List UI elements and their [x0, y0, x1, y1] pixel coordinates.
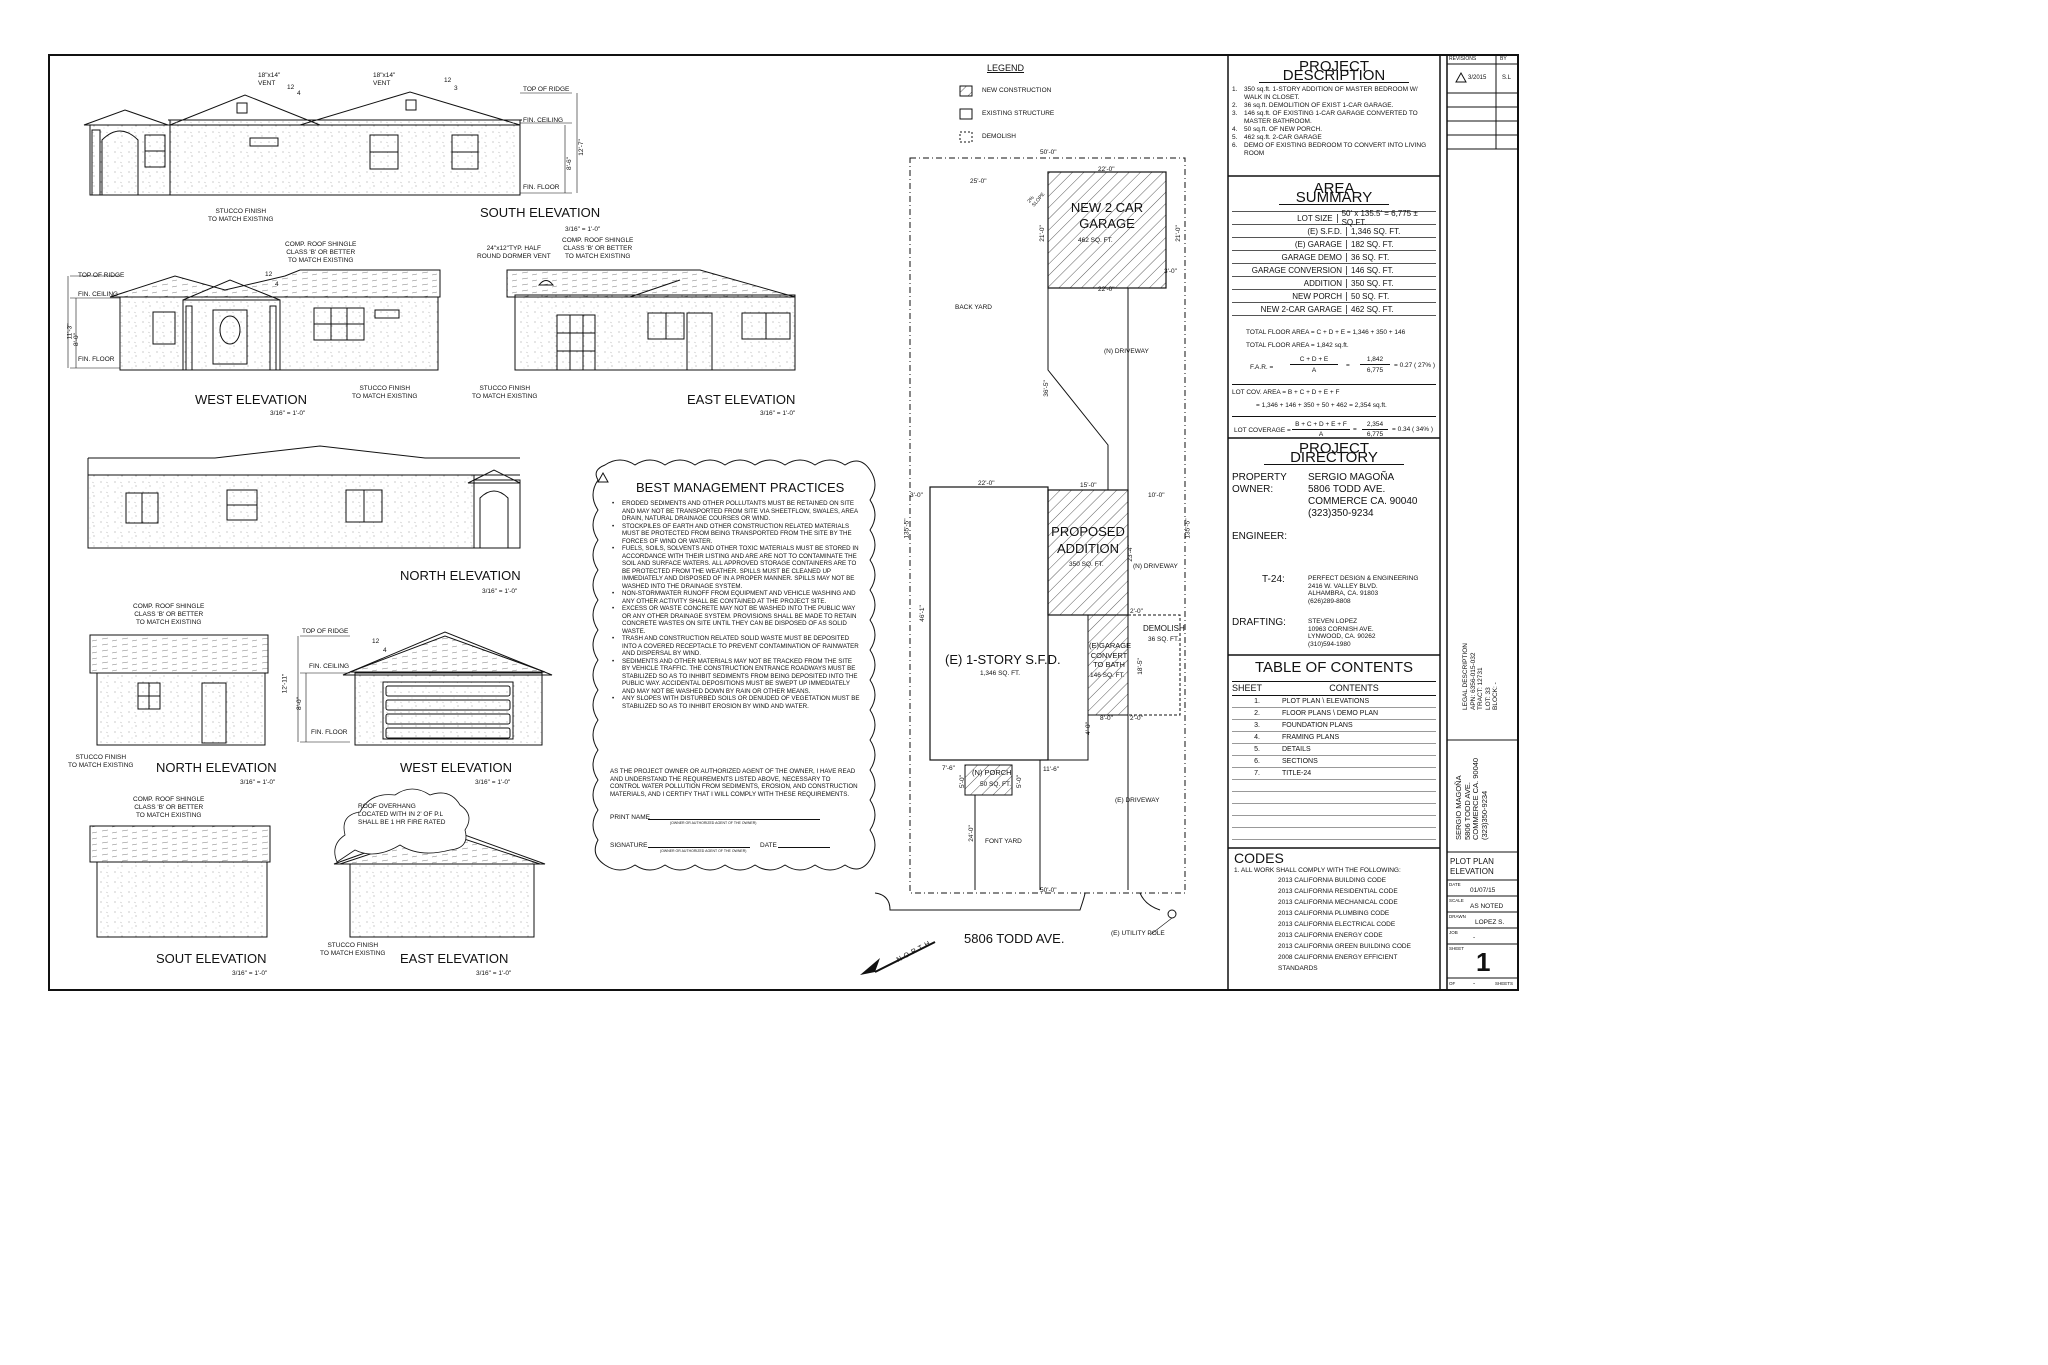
tb-of-label: OF [1449, 981, 1456, 986]
code-item: 2013 CALIFORNIA GREEN BUILDING CODE [1278, 943, 1411, 950]
bmp-date-line[interactable] [778, 847, 830, 848]
owner-label: PROPERTY OWNER: [1232, 472, 1287, 495]
plot-back-yard: BACK YARD [955, 304, 992, 311]
west-top-ridge: TOP OF RIDGE [78, 272, 125, 279]
toc-sheet-number: 4. [1254, 734, 1260, 741]
south-h2: 12'-7" [577, 139, 585, 156]
bmp-bullet: • [612, 590, 615, 597]
north-elevation-title: NORTH ELEVATION [400, 568, 521, 583]
tb-of: - [1473, 980, 1476, 987]
bmp-print-name-label: PRINT NAME [610, 814, 650, 821]
dim-24: 24'-0" [967, 825, 975, 842]
tb-job: - [1473, 934, 1476, 941]
code-item: 2013 CALIFORNIA ELECTRICAL CODE [1278, 921, 1396, 928]
codes-intro: 1. ALL WORK SHALL COMPLY WITH THE FOLLOWING: [1234, 867, 1401, 874]
tb-sheet-label: SHEET [1449, 946, 1465, 951]
area-value: 462 SQ. FT. [1351, 304, 1394, 314]
toc-empty-row [1232, 804, 1436, 816]
codes-list [1278, 875, 1438, 974]
bmp-item [612, 635, 860, 658]
bmp-signature-label: SIGNATURE [610, 842, 648, 849]
toc-rows [1232, 696, 1436, 840]
south-pitch-label: 12 [287, 84, 295, 91]
dim-15: 15'-0" [1080, 482, 1097, 489]
dim-4: 4'-0" [1084, 722, 1092, 735]
garage-east-title: EAST ELEVATION [400, 951, 509, 966]
garage-north-scale: 3/16" = 1'-0" [240, 779, 276, 786]
east-elevation-scale: 3/16" = 1'-0" [760, 410, 796, 417]
bmp-title: BEST MANAGEMENT PRACTICES [636, 480, 845, 495]
far-den: A [1311, 367, 1317, 374]
dim-25: 25'-0" [970, 178, 987, 185]
plot-addition-label: PROPOSED ADDITION [1051, 524, 1125, 556]
dim-21: 21'-0" [1038, 225, 1046, 242]
area-row [1232, 303, 1436, 316]
east-elevation-drawing [507, 270, 795, 370]
item-text: 350 sq.ft. 1-STORY ADDITION OF MASTER BEDROOM W/ WALK IN CLOSET. [1244, 86, 1418, 101]
tb-job-label: JOB [1449, 930, 1458, 935]
bmp-owner-note2: (OWNER OR AUTHORIZED AGENT OF THE OWNER) [660, 849, 747, 853]
item-text: 462 sq.ft. 2-CAR GARAGE [1244, 134, 1322, 141]
toc-col-sheet: SHEET [1232, 683, 1263, 693]
area-value: 182 SQ. FT. [1351, 239, 1394, 249]
garage-south-title: SOUT ELEVATION [156, 951, 267, 966]
garage-north-stucco: STUCCO FINISH TO MATCH EXISTING [68, 754, 134, 769]
garage-west-pitch: 12 [372, 638, 380, 645]
tb-sheet-number: 1 [1476, 947, 1491, 977]
east-elevation-title: EAST ELEVATION [687, 392, 796, 407]
south-vent2-label: 18"x14" VENT [373, 72, 396, 87]
lc-eq: = [1353, 426, 1357, 433]
toc-row [1232, 696, 1436, 708]
toc-title: TABLE OF CONTENTS [1254, 659, 1414, 676]
dim-bottom: 50'-0" [1040, 887, 1057, 894]
plot-street-name: 5806 TODD AVE. [964, 931, 1065, 946]
tb-legal-description: LEGAL DESCRIPTION APN: 6356-015-032 TRACT: 12731 LOT: 33 BLOCK: - [1462, 643, 1499, 710]
dim-22c: 22'-0" [978, 480, 995, 487]
plot-front-yard: FONT YARD [985, 838, 1022, 845]
north-arrow-label: NORTH [895, 939, 935, 964]
far-num2: 1,842 [1360, 355, 1390, 365]
project-description-list [1232, 86, 1436, 158]
toc-contents: TITLE-24 [1282, 770, 1312, 777]
south-vent1-label: 18"x14" VENT [258, 72, 281, 87]
bmp-list [612, 500, 860, 710]
toc-sheet-number: 2. [1254, 710, 1260, 717]
west-stucco-note: STUCCO FINISH TO MATCH EXISTING [352, 385, 418, 400]
garage-west-top-ridge: TOP OF RIDGE [302, 628, 349, 635]
codes-title: CODES [1234, 850, 1284, 866]
area-label: GARAGE DEMO [1232, 253, 1347, 262]
area-row [1232, 290, 1436, 303]
dim-top: 50'-0" [1040, 149, 1057, 156]
south-pitch-rise: 4 [297, 90, 301, 97]
item-number: 6. [1232, 142, 1238, 149]
bmp-item [612, 500, 860, 523]
plot-conv-label: (E)GARAGE CONVERT TO BATH [1089, 641, 1132, 669]
toc-row [1232, 768, 1436, 780]
garage-east-scale: 3/16" = 1'-0" [476, 970, 512, 977]
far-eq: = [1346, 362, 1350, 369]
west-h2: 11'-3" [66, 323, 74, 340]
toc-empty-row [1232, 780, 1436, 792]
area-summary-panel [1232, 180, 1436, 441]
lot-coverage-label: LOT COVERAGE = [1234, 427, 1291, 434]
tb-scale: AS NOTED [1470, 903, 1504, 910]
area-summary-title: AREA SUMMARY [1279, 184, 1389, 205]
dim-5b: 5'-0" [1015, 775, 1023, 788]
bmp-item-text: SEDIMENTS AND OTHER MATERIALS MAY NOT BE TRACKED FROM THE SITE BY VEHICLE TRAFFIC. THE CONSTRUCTION ENTRANCE ROADWAYS MUST BE STABILIZED SO AS TO INHIBIT SEDIMENTS FROM BEING DEPOSITED INTO THE PUBLIC WAY. ACCIDENTAL DEPOSITIONS MUST BE SWEPT UP IMMEDIATELY AND MAY NOT BE WASHED DOWN BY RAIN OR OTHER MEANS. [622, 657, 858, 695]
toc-row [1232, 720, 1436, 732]
area-label: LOT SIZE [1232, 214, 1338, 223]
dim-2a: 2'-0" [1130, 608, 1143, 615]
tb-rev-by: S.L [1502, 75, 1512, 81]
garage-east-overhang-note: ROOF OVERHANG LOCATED WITH IN 2' OF P.L SHALL BE 1 HR FIRE RATED [358, 803, 446, 826]
project-directory-panel [1232, 440, 1436, 648]
bmp-statement: AS THE PROJECT OWNER OR AUTHORIZED AGENT OF THE OWNER, I HAVE READ AND UNDERSTAND THE REQUIREMENTS LISTED ABOVE, NECESSARY TO CONTROL WATER POLLUTION FROM SEDIMENTS, EROSION, AND CONSTRUCTION MATERIALS, AND I CERTIFY THAT I WILL COMPLY WITH THESE REQUIREMENTS. [610, 768, 858, 798]
bmp-bullet: • [612, 635, 615, 642]
west-elevation-scale: 3/16" = 1'-0" [270, 410, 306, 417]
bmp-item-text: ERODED SEDIMENTS AND OTHER POLLUTANTS MUST BE RETAINED ON SITE AND MAY NOT BE TRANSPORTED FROM SITE VIA SHEETFLOW, SWALES, AREA DRAIN, NATURAL DRAINAGE COURSES OR WIND. [622, 500, 858, 522]
area-value: 350 SQ. FT. [1351, 278, 1394, 288]
south-pitch2-label: 12 [444, 77, 452, 84]
bmp-signature-line[interactable] [648, 847, 750, 848]
toc-row [1232, 708, 1436, 720]
area-label: ADDITION [1232, 279, 1347, 288]
toc-sheet-number: 5. [1254, 746, 1260, 753]
west-h1: 8'-0" [72, 333, 80, 346]
slope-note: 2% SLOPE [1026, 191, 1047, 209]
plot-porch-area: 50 SQ. FT. [980, 781, 1012, 788]
dim-3b: 3'-0" [1164, 268, 1177, 275]
dim-1355b: 135'-5" [1184, 518, 1192, 539]
dim-5a: 5'-0" [958, 775, 966, 788]
south-elevation-scale: 3/16" = 1'-0" [565, 226, 601, 233]
bmp-item-text: FUELS, SOILS, SOLVENTS AND OTHER TOXIC MATERIALS MUST BE STORED IN ACCORDANCE WITH THEIR LISTING AND ARE ARE NOT TO CONTAMINATE THE SOIL AND SURFACE WATERS. ALL APPROVED STORAGE CONTAINERS ARE TO BE PROTECTED FROM THE WEATHER. SPILLS MUST BE CLEANED UP IMMEDIATELY AND DISPOSED OF IN A PROPER MANNER. SPILLS MAY NOT BE WASHED INTO THE DRAINAGE SYSTEM. [622, 545, 859, 590]
dim-461: 46'-1" [918, 605, 926, 622]
plot-utility-pole: (E) UTILITY POLE [1111, 930, 1165, 937]
far-result: = 0.27 ( 27% ) [1394, 362, 1436, 369]
legend-new: NEW CONSTRUCTION [982, 87, 1052, 94]
toc-sheet-number: 3. [1254, 722, 1260, 729]
toc-row [1232, 732, 1436, 744]
item-number: 2. [1232, 102, 1238, 109]
project-description-title: PROJECT DESCRIPTION [1259, 62, 1409, 83]
area-value: 50 SQ. FT. [1351, 291, 1390, 301]
tb-by-label: BY [1500, 56, 1507, 62]
lot-cov-area-2: = 1,346 + 146 + 350 + 50 + 462 = 2,354 sq.ft. [1256, 402, 1387, 409]
plot-demolish-area: 36 SQ. FT. [1148, 636, 1180, 643]
west-elevation-title: WEST ELEVATION [195, 392, 307, 407]
tb-revisions-label: REVISIONS [1449, 56, 1477, 62]
toc-row [1232, 744, 1436, 756]
south-pitch2-rise: 3 [454, 85, 458, 92]
dim-2b: 2'-0" [1130, 715, 1143, 722]
total-floor-area-1: TOTAL FLOOR AREA = C + D + E = 1,346 + 350 + 146 [1246, 329, 1406, 336]
code-item: 2013 CALIFORNIA MECHANICAL CODE [1278, 899, 1398, 906]
west-elevation-drawing [68, 270, 440, 370]
bmp-item [612, 545, 860, 590]
toc-contents: FLOOR PLANS \ DEMO PLAN [1282, 710, 1379, 717]
toc-header [1232, 681, 1436, 696]
item-number: 3. [1232, 110, 1238, 117]
south-elevation-title: SOUTH ELEVATION [480, 205, 601, 220]
bmp-bullet: • [612, 545, 615, 552]
tb-drawn: LOPEZ S. [1475, 919, 1505, 926]
plot-garage-label: NEW 2 CAR GARAGE [1070, 200, 1144, 231]
dim-116: 11'-6" [1043, 766, 1060, 773]
west-roof-note: COMP. ROOF SHINGLE CLASS 'B' OR BETTER TO MATCH EXISTING [285, 241, 357, 264]
toc-sheet-number: 6. [1254, 758, 1260, 765]
garage-west-fin-floor: FIN. FLOOR [311, 729, 348, 736]
lc-num2: 2,354 [1362, 420, 1388, 430]
project-directory-title: PROJECT DIRECTORY [1264, 444, 1404, 465]
area-label: NEW 2-CAR GARAGE [1232, 305, 1347, 314]
far-formula [1232, 354, 1436, 380]
code-item: 2013 CALIFORNIA PLUMBING CODE [1278, 910, 1390, 917]
bmp-item [612, 590, 860, 605]
area-value: 50' x 135.5' = 6,775 ± SQ.FT. [1341, 209, 1418, 227]
dim-8: 8'-0" [1100, 715, 1113, 722]
garage-west-pitch-rise: 4 [383, 647, 387, 654]
tb-drawn-label: DRAWN [1449, 914, 1466, 919]
toc-panel [1232, 659, 1436, 840]
garage-west-fin-ceiling: FIN. CEILING [309, 663, 350, 670]
bmp-bullet: • [612, 605, 615, 612]
bmp-item-text: ANY SLOPES WITH DISTURBED SOILS OR DENUDED OF VEGETATION MUST BE STABILIZED SO AS TO INHIBIT EROSION BY WIND AND WATER. [622, 695, 860, 710]
toc-contents: FOUNDATION PLANS [1282, 722, 1353, 729]
dim-1355a: 135'-5" [903, 518, 911, 539]
south-fin-ceiling: FIN. CEILING [523, 117, 564, 124]
far-den2: 6,775 [1366, 367, 1384, 374]
toc-sheet-number: 7. [1254, 770, 1260, 777]
garage-north-elevation-drawing [90, 635, 268, 745]
bmp-date-label: DATE [760, 842, 777, 849]
bmp-item-text: EXCESS OR WASTE CONCRETE MAY NOT BE WASHED INTO THE PUBLIC WAY OR ANY OTHER DRAINAGE SYSTEM. PROVISIONS SHALL BE MADE TO RETAIN CONCRETE WASTES ON SITE UNTIL THEY CAN BE DISPOSED OF AS SOLID WASTE. [622, 605, 857, 635]
south-stucco-note: STUCCO FINISH TO MATCH EXISTING [208, 208, 274, 223]
area-row [1232, 251, 1436, 264]
garage-west-title: WEST ELEVATION [400, 760, 512, 775]
bmp-item-text: NON-STORMWATER RUNOFF FROM EQUIPMENT AND VEHICLE WASHING AND ANY OTHER ACTIVITY SHALL BE CONTAINED AT THE PROJECT SITE. [622, 590, 856, 605]
garage-south-elevation-drawing [90, 826, 270, 937]
garage-east-stucco: STUCCO FINISH TO MATCH EXISTING [320, 942, 386, 957]
plot-garage-area: 462 SQ. FT. [1078, 237, 1113, 244]
plot-demolish-label: DEMOLISH [1143, 624, 1185, 633]
lc-den2: 6,775 [1366, 431, 1384, 438]
south-elevation-drawing [84, 92, 577, 195]
toc-sheet-number: 1. [1254, 698, 1260, 705]
area-summary-table [1232, 211, 1436, 316]
area-label: GARAGE CONVERSION [1232, 266, 1347, 275]
bmp-owner-note1: (OWNER OR AUTHORIZED AGENT OF THE OWNER) [670, 821, 757, 825]
garage-south-scale: 3/16" = 1'-0" [232, 970, 268, 977]
plot-conv-area: 146 SQ. FT. [1090, 672, 1125, 679]
plot-porch-label: (N) PORCH [972, 768, 1012, 777]
toc-col-contents: CONTENTS [1329, 683, 1379, 693]
bmp-bullet: • [612, 657, 615, 665]
garage-west-h1: 8'-0" [295, 697, 303, 710]
area-label: (E) GARAGE [1232, 240, 1347, 249]
legend-title: LEGEND [987, 63, 1025, 73]
lc-result: = 0.34 ( 34% ) [1392, 426, 1434, 433]
legend-existing: EXISTING STRUCTURE [982, 110, 1055, 117]
toc-row [1232, 756, 1436, 768]
bmp-bullet: • [612, 695, 615, 702]
drafting-info: STEVEN LOPEZ 10963 CORNISH AVE. LYNWOOD, CA. 90262 (310)594-1980 [1308, 618, 1376, 648]
garage-south-roof-note: COMP. ROOF SHINGLE CLASS 'B' OR BETTER TO MATCH EXISTING [133, 796, 205, 819]
west-fin-ceiling: FIN. CEILING [78, 291, 119, 298]
bmp-bullet: • [612, 500, 615, 507]
item-text: 36 sq.ft. DEMOLITION OF EXIST 1-CAR GARAGE. [1244, 102, 1394, 109]
code-item: 2013 CALIFORNIA ENERGY CODE [1278, 932, 1383, 939]
tb-scale-label: SCALE [1449, 898, 1464, 903]
garage-north-roof-note: COMP. ROOF SHINGLE CLASS 'B' OR BETTER TO MATCH EXISTING [133, 603, 205, 626]
code-item: 2013 CALIFORNIA BUILDING CODE [1278, 877, 1387, 884]
area-value: 1,346 SQ. FT. [1351, 226, 1401, 236]
west-pitch-rise: 4 [275, 281, 279, 288]
west-fin-floor: FIN. FLOOR [78, 356, 115, 363]
toc-contents: FRAMING PLANS [1282, 734, 1340, 741]
dim-3a: 3'-0" [910, 492, 923, 499]
area-value: 146 SQ. FT. [1351, 265, 1394, 275]
project-description-item [1232, 86, 1436, 102]
bmp-item [612, 695, 860, 710]
far-label: F.A.R. = [1250, 364, 1274, 371]
codes-panel [1234, 850, 1438, 974]
plot-sfd-label: (E) 1-STORY S.F.D. [945, 652, 1061, 667]
dim-21b: 21'-0" [1174, 225, 1182, 242]
far-num: C + D + E [1290, 355, 1338, 365]
area-row [1232, 264, 1436, 277]
bmp-item-text: TRASH AND CONSTRUCTION RELATED SOLID WASTE MUST BE DEPOSITED INTO A COVERED RECEPTACLE TO PREVENT CONTAMINATION OF RAINWATER AND DISPERSAL BY WIND. [622, 635, 859, 657]
lc-den: A [1318, 431, 1324, 438]
lot-cov-area-1: LOT COV. AREA = B + C + D + E + F [1232, 384, 1436, 397]
project-description-item [1232, 126, 1436, 134]
dim-365: 36'-5" [1042, 380, 1050, 397]
total-floor-area-2: TOTAL FLOOR AREA = 1,842 sq.ft. [1246, 342, 1349, 349]
north-elevation-scale: 3/16" = 1'-0" [482, 588, 518, 595]
item-number: 1. [1232, 86, 1238, 93]
project-description-item [1232, 134, 1436, 142]
area-label: (E) S.F.D. [1232, 227, 1347, 236]
tb-rev-date: 3/2015 [1468, 75, 1487, 81]
area-value: 36 SQ. FT. [1351, 252, 1390, 262]
project-description-item [1232, 142, 1436, 158]
lc-num: B + C + D + E + F [1292, 420, 1350, 430]
north-elevation-drawing [88, 446, 520, 548]
dim-185: 18'-5" [1136, 658, 1144, 675]
toc-empty-row [1232, 792, 1436, 804]
dim-234: 23'-4" [1126, 545, 1134, 562]
dim-22a: 22'-0" [1098, 166, 1115, 173]
garage-north-title: NORTH ELEVATION [156, 760, 277, 775]
dim-10: 10'-0" [1148, 492, 1165, 499]
bmp-item-text: STOCKPILES OF EARTH AND OTHER CONSTRUCTION RELATED MATERIALS MUST BE PROTECTED FROM BEING TRANSPORTED FROM THE SITE BY THE FORCES OF WIND OR WATER. [622, 522, 852, 545]
toc-contents: DETAILS [1282, 746, 1311, 753]
toc-empty-row [1232, 828, 1436, 840]
west-pitch: 12 [265, 271, 273, 278]
code-item: 2008 CALIFORNIA ENERGY EFFICIENT STANDARDS [1278, 954, 1398, 972]
bmp-print-name-line[interactable] [648, 819, 820, 820]
bmp-item [612, 658, 860, 696]
project-description-panel [1232, 58, 1436, 158]
lot-coverage-formula [1232, 416, 1436, 441]
east-stucco-note: STUCCO FINISH TO MATCH EXISTING [472, 385, 538, 400]
tb-date: 01/07/15 [1470, 887, 1496, 894]
east-vent-note: 24"x12"TYP. HALF ROUND DORMER VENT [477, 245, 551, 260]
plot-n-driveway2: (N) DRIVEWAY [1133, 563, 1178, 570]
south-fin-floor: FIN. FLOOR [523, 184, 560, 191]
tb-owner: SERGIO MAGOÑA 5806 TODD AVE. COMMERCE CA. 90040 (323)350-9234 [1454, 757, 1489, 840]
bmp-item [612, 523, 860, 546]
drafting-label: DRAFTING: [1232, 617, 1286, 628]
item-number: 4. [1232, 126, 1238, 133]
plot-addition-area: 350 SQ. FT. [1069, 561, 1104, 568]
bmp-bullet: • [612, 522, 615, 530]
item-text: 50 sq.ft. OF NEW PORCH. [1244, 126, 1323, 133]
plot-e-driveway: (E) DRIVEWAY [1115, 797, 1160, 804]
tb-sheets-label: SHEETS [1495, 981, 1514, 986]
tb-date-label: DATE [1449, 882, 1461, 887]
tb-sheet-title: PLOT PLAN ELEVATION [1450, 857, 1494, 876]
south-h1: 8'-6" [565, 157, 573, 170]
project-description-item [1232, 110, 1436, 126]
dim-76: 7'-6" [942, 765, 955, 772]
area-label: NEW PORCH [1232, 292, 1347, 301]
toc-empty-row [1232, 816, 1436, 828]
east-roof-note: COMP. ROOF SHINGLE CLASS 'B' OR BETTER TO MATCH EXISTING [562, 237, 634, 260]
garage-west-scale: 3/16" = 1'-0" [475, 779, 511, 786]
plot-sfd-area: 1,346 SQ. FT. [980, 670, 1021, 677]
garage-west-h2: 12'-11" [281, 673, 289, 694]
bmp-item [612, 605, 860, 635]
area-row [1232, 209, 1436, 227]
t24-info: PERFECT DESIGN & ENGINEERING 2416 W. VALLEY BLVD. ALHAMBRA, CA. 91803 (626)289-8808 [1308, 575, 1419, 605]
area-row [1232, 277, 1436, 290]
dim-22b: 22'-0" [1098, 286, 1115, 293]
item-text: 146 sq.ft. OF EXISTING 1-CAR GARAGE CONVERTED TO MASTER BATHROOM. [1244, 110, 1418, 125]
code-item: 2013 CALIFORNIA RESIDENTIAL CODE [1278, 888, 1398, 895]
engineer-label: ENGINEER: [1232, 531, 1288, 542]
toc-contents: PLOT PLAN \ ELEVATIONS [1282, 698, 1370, 705]
south-top-ridge: TOP OF RIDGE [523, 86, 570, 93]
item-number: 5. [1232, 134, 1238, 141]
t24-label: T-24: [1262, 574, 1285, 585]
legend-demolish: DEMOLISH [982, 133, 1016, 140]
item-text: DEMO OF EXISTING BEDROOM TO CONVERT INTO LIVING ROOM [1244, 142, 1427, 157]
project-description-item [1232, 102, 1436, 110]
area-row [1232, 238, 1436, 251]
plot-n-driveway1: (N) DRIVEWAY [1104, 348, 1149, 355]
toc-contents: SECTIONS [1282, 758, 1318, 765]
owner-info: SERGIO MAGOÑA 5806 TODD AVE. COMMERCE CA. 90040 (323)350-9234 [1308, 472, 1418, 519]
